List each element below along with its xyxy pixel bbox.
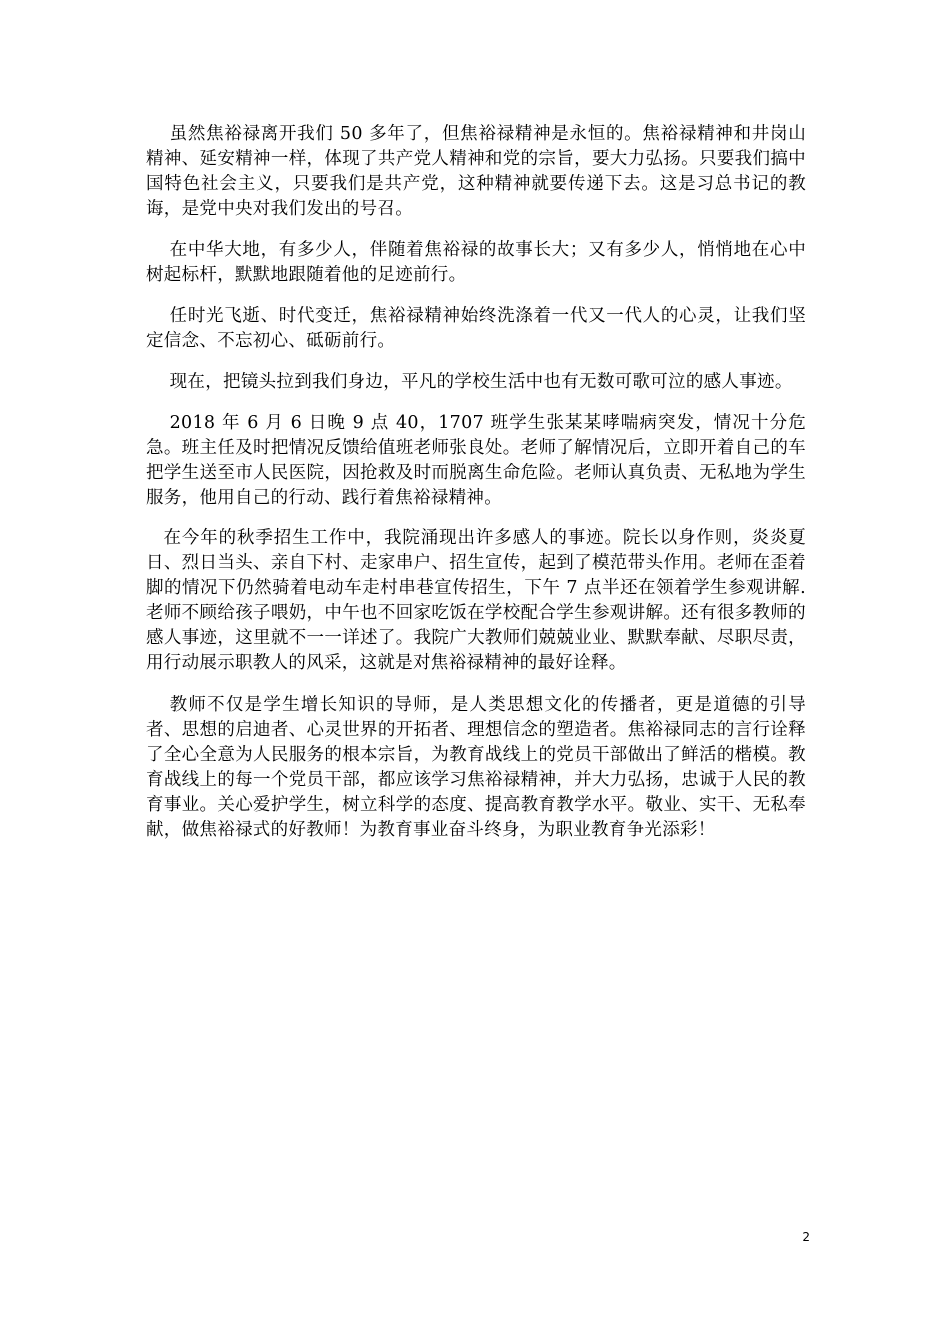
paragraph-1: 虽然焦裕禄离开我们 50 多年了，但焦裕禄精神是永恒的。焦裕禄精神和井岗山精神、延安精神一样，体现了共产党人精神和党的宗旨，要大力弘扬。只要我们搞中国特色社会主义，只要我们是共产党，这种精神就要传递下去。这是习总书记的教诲，是党中央对我们发出的号召。 [146, 124, 806, 219]
paragraph-5: 2018 年 6 月 6 日晚 9 点 40，1707 班学生张某某哮喘病突发，情况十分危急。班主任及时把情况反馈给值班老师张良处。老师了解情况后，立即开着自己的车把学生送至市人民医院，因抢救及时而脱离生命危险。老师认真负责、无私地为学生服务，他用自己的行动、践行着焦裕禄精神。 [146, 413, 806, 508]
document-body [146, 122, 806, 857]
paragraph-4: 现在，把镜头拉到我们身边，平凡的学校生活中也有无数可歌可泣的感人事迹。 [169, 372, 793, 392]
paragraph-3: 任时光飞逝、时代变迁，焦裕禄精神始终洗涤着一代又一代人的心灵，让我们坚定信念、不忘初心、砥砺前行。 [146, 306, 806, 351]
page-number: 2 [802, 1230, 810, 1244]
paragraph-6: 在今年的秋季招生工作中，我院涌现出许多感人的事迹。院长以身作则，炎炎夏日、烈日当头、亲自下村、走家串户、招生宣传，起到了模范带头作用。老师在歪着脚的情况下仍然骑着电动车走村串巷宣传招生，下午 7 点半还在领着学生参观讲解. 老师不顾给孩子喂奶，中午也不回家吃饭在学校配合学生参观讲解。还有很多教师的感人事迹，这里就不一一详述了。我院广大教师们兢兢业业、默默奉献、尽职尽责，用行动展示职教人的风采，这就是对焦裕禄精神的最好诠释。 [146, 528, 806, 673]
paragraph-7: 教师不仅是学生增长知识的导师，是人类思想文化的传播者，更是道德的引导者、思想的启迪者、心灵世界的开拓者、理想信念的塑造者。焦裕禄同志的言行诠释了全心全意为人民服务的根本宗旨，为教育战线上的党员干部做出了鲜活的楷模。教育战线上的每一个党员干部，都应该学习焦裕禄精神，并大力弘扬，忠诚于人民的教育事业。关心爱护学生，树立科学的态度、提高教育教学水平。敬业、实干、无私奉献，做焦裕禄式的好教师！为教育事业奋斗终身，为职业教育争光添彩！ [146, 695, 806, 840]
paragraph-2: 在中华大地，有多少人，伴随着焦裕禄的故事长大；又有多少人，悄悄地在心中树起标杆，默默地跟随着他的足迹前行。 [146, 240, 806, 285]
